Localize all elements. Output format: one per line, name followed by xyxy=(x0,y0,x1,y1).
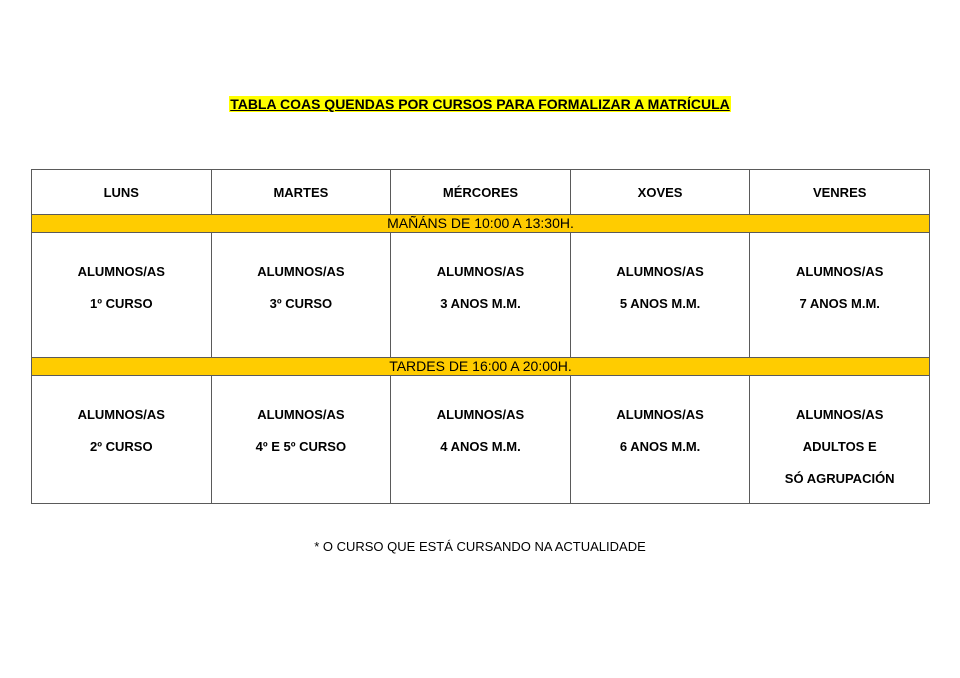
day-header-luns: LUNS xyxy=(32,170,212,215)
morning-cell-line: 7 ANOS M.M. xyxy=(799,296,880,311)
morning-cell-line: 1º CURSO xyxy=(90,296,153,311)
morning-cell-line: ALUMNOS/AS xyxy=(77,264,165,279)
afternoon-cell-xoves xyxy=(570,376,750,504)
afternoon-cell-line: 2º CURSO xyxy=(90,439,153,454)
morning-cell-xoves xyxy=(570,233,750,358)
afternoon-cell-luns xyxy=(32,376,212,504)
afternoon-cell-martes xyxy=(211,376,391,504)
afternoon-cell-line: ALUMNOS/AS xyxy=(616,407,704,422)
afternoon-cell-venres xyxy=(750,376,930,504)
morning-cell-line: ALUMNOS/AS xyxy=(257,264,345,279)
afternoon-band-row xyxy=(32,358,930,376)
morning-cell-martes xyxy=(211,233,391,358)
afternoon-cell-line: ALUMNOS/AS xyxy=(257,407,345,422)
day-header-xoves: XOVES xyxy=(570,170,750,215)
page-title xyxy=(0,95,960,113)
day-header-martes: MARTES xyxy=(211,170,391,215)
day-header-venres: VENRES xyxy=(750,170,930,215)
morning-cell-luns xyxy=(32,233,212,358)
morning-cell-line: ALUMNOS/AS xyxy=(795,264,884,279)
morning-cell-line: 5 ANOS M.M. xyxy=(619,296,701,311)
morning-cell-mercores xyxy=(391,233,571,358)
day-header-mercores: MÉRCORES xyxy=(391,170,571,215)
afternoon-cell-mercores xyxy=(391,376,571,504)
morning-cell-line: ALUMNOS/AS xyxy=(436,264,525,279)
morning-cell-line: ALUMNOS/AS xyxy=(616,264,704,279)
afternoon-cell-line: ALUMNOS/AS xyxy=(795,407,884,422)
morning-row xyxy=(32,233,930,358)
afternoon-band: TARDES DE 16:00 A 20:00H. xyxy=(32,358,930,376)
afternoon-cell-line: SÓ AGRUPACIÓN xyxy=(784,471,895,486)
afternoon-cell-line: 6 ANOS M.M. xyxy=(619,439,701,454)
afternoon-cell-line: ALUMNOS/AS xyxy=(436,407,525,422)
afternoon-row xyxy=(32,376,930,504)
page-title-text: TABLA COAS QUENDAS POR CURSOS PARA FORMALIZAR A MATRÍCULA xyxy=(230,96,730,112)
morning-cell-venres xyxy=(750,233,930,358)
morning-band-row xyxy=(32,215,930,233)
footnote: * O CURSO QUE ESTÁ CURSANDO NA ACTUALIDADE xyxy=(314,539,646,554)
afternoon-cell-line: 4º E 5º CURSO xyxy=(255,439,347,454)
afternoon-cell-line: ALUMNOS/AS xyxy=(77,407,165,422)
schedule-table xyxy=(31,169,930,504)
afternoon-cell-line: 4 ANOS M.M. xyxy=(440,439,521,454)
morning-cell-line: 3º CURSO xyxy=(269,296,333,311)
header-row xyxy=(32,170,930,215)
morning-band: MAÑÁNS DE 10:00 A 13:30H. xyxy=(32,215,930,233)
morning-cell-line: 3 ANOS M.M. xyxy=(440,296,521,311)
afternoon-cell-line: ADULTOS E xyxy=(802,439,877,454)
